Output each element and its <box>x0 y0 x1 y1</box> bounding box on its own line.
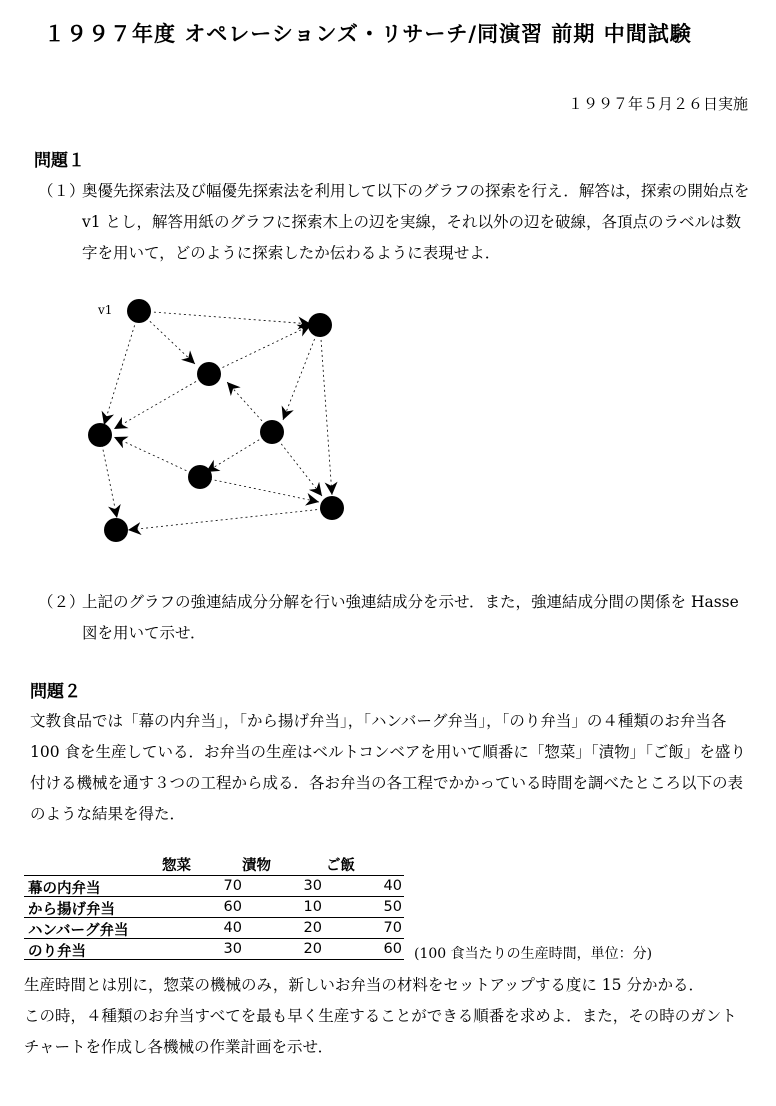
table-row <box>24 898 404 918</box>
cell: 30 <box>303 878 322 894</box>
edge <box>209 325 311 374</box>
vertex <box>308 313 332 337</box>
edge <box>104 311 139 425</box>
graph-edges <box>100 311 332 530</box>
edge <box>283 325 320 420</box>
cell: 60 <box>223 899 242 915</box>
edge <box>272 432 322 496</box>
table-rule <box>24 875 404 876</box>
cell: 20 <box>303 941 322 957</box>
edge <box>128 508 332 530</box>
setup-time-paragraph: 生産時間とは別に，惣菜の機械のみ，新しいお弁当の材料をセットアップする度に 15 分かかる． <box>24 976 704 994</box>
task-paragraph: この時，４種類のお弁当すべてを最も早く生産することができる順番を求めよ．また，その時のガントチャートを作成し各機械の作業計画を示せ． <box>24 1007 737 1056</box>
column-header: 漬物 <box>242 858 271 874</box>
vertex <box>188 465 212 489</box>
part-number: （１） <box>38 182 85 200</box>
vertex-v1 <box>127 299 151 323</box>
table-row <box>24 877 404 897</box>
edge <box>114 374 209 429</box>
table-note: (100 食当たりの生産時間，単位：分) <box>414 946 653 962</box>
cell: 60 <box>383 941 402 957</box>
table-rule <box>24 938 404 939</box>
cell: 40 <box>383 878 402 894</box>
edge <box>100 435 117 518</box>
row-label: ハンバーグ弁当 <box>28 923 129 939</box>
question-1-part-2 <box>38 587 750 649</box>
row-label: 幕の内弁当 <box>28 881 101 897</box>
start-vertex-label: v1 <box>98 303 113 317</box>
exam-date: １９９７年５月２６日実施 <box>567 95 748 113</box>
table-rule <box>24 959 404 960</box>
cell: 20 <box>303 920 322 936</box>
cell: 70 <box>223 878 242 894</box>
question-1-heading: 問題１ <box>34 151 85 171</box>
question-1-part-1 <box>38 176 750 269</box>
cell: 40 <box>223 920 242 936</box>
vertex <box>260 420 284 444</box>
edge <box>200 477 319 502</box>
directed-graph <box>70 290 370 560</box>
part-text: 奥優先探索法及び幅優先探索法を利用して以下のグラフの探索を行え．解答は，探索の開始点を v1 とし，解答用紙のグラフに探索木上の辺を実線，それ以外の辺を破線，各頂点のラベルは数字を用いて，どのように探索したか伝わるように表現せよ． <box>82 182 750 262</box>
question-2-intro: 文教食品では「幕の内弁当」，「から揚げ弁当」，「ハンバーグ弁当」，「のり弁当」の４種類のお弁当各 100 食を生産している．お弁当の生産はベルトコンベアを用いて順番に「惣菜」「漬物」「ご飯」を盛り付ける機械を通す３つの工程から成る．各お弁当の各工程でかかっている時間を調べたところ以下の表のような結果を得た． <box>30 712 746 823</box>
question-2-body <box>24 970 752 1063</box>
row-label: から揚げ弁当 <box>28 902 115 918</box>
cell: 10 <box>303 899 322 915</box>
part-text: 上記のグラフの強連結成分分解を行い強連結成分を示せ．また，強連結成分間の関係を Hasse 図を用いて示せ． <box>82 593 739 642</box>
cell: 50 <box>383 899 402 915</box>
vertex <box>88 423 112 447</box>
part-number: （２） <box>38 593 85 611</box>
table-rule <box>24 917 404 918</box>
cell: 30 <box>223 941 242 957</box>
table-rule <box>24 896 404 897</box>
edge <box>114 437 200 477</box>
vertex <box>320 496 344 520</box>
edge <box>320 325 332 495</box>
vertex <box>104 518 128 542</box>
production-time-table <box>24 854 414 962</box>
graph-vertices <box>88 299 344 542</box>
question-2-heading: 問題２ <box>30 682 81 702</box>
cell: 70 <box>383 920 402 936</box>
table-row <box>24 919 404 939</box>
column-header: ご飯 <box>326 858 355 874</box>
table-row <box>24 940 404 960</box>
row-label: のり弁当 <box>28 944 86 960</box>
exam-title: １９９７年度 オペレーションズ・リサーチ/同演習 前期 中間試験 <box>44 22 692 46</box>
vertex <box>197 362 221 386</box>
column-header: 惣菜 <box>162 858 191 874</box>
edge <box>139 311 311 324</box>
